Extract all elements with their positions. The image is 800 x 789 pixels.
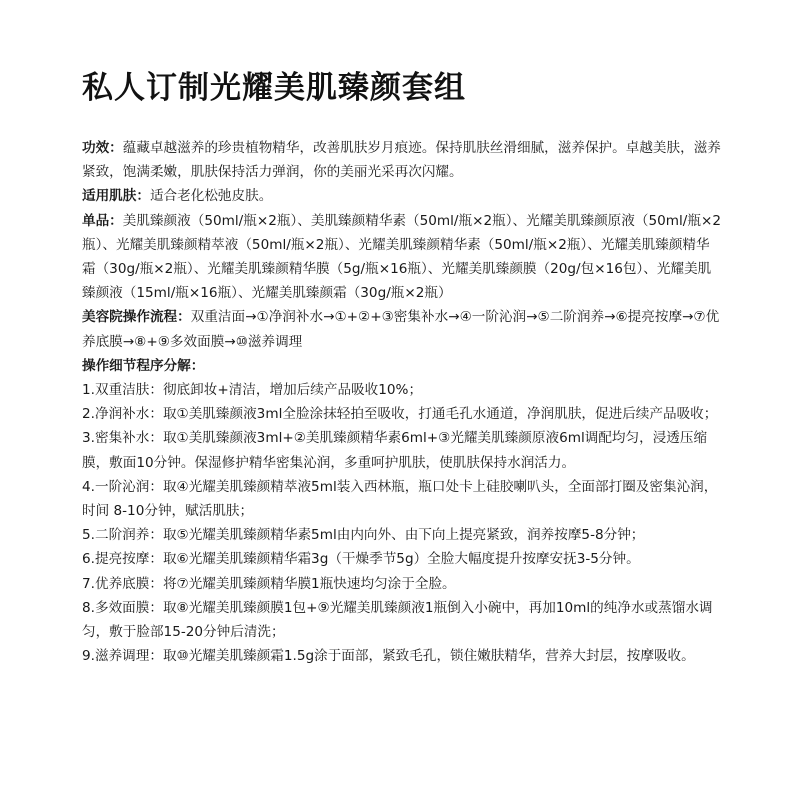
step-item: 3.密集补水：取①美肌臻颜液3ml+②美肌臻颜精华素6ml+③光耀美肌臻颜原液6ml调配均匀，浸透压缩膜，敷面10分钟。保湿修护精华密集沁润，多重呵护肌肤，使肌肤保持水润活力。 — [82, 430, 708, 471]
step-item: 9.滋养调理：取⑩光耀美肌臻颜霜1.5g涂于面部，紧致毛孔，锁住嫩肤精华，营养大封层，按摩吸收。 — [82, 648, 695, 665]
step-item: 1.双重洁肤：彻底卸妆+清洁，增加后续产品吸收10%； — [82, 382, 423, 399]
products-text: 美肌臻颜液（50ml/瓶×2瓶）、美肌臻颜精华素（50ml/瓶×2瓶）、光耀美肌臻颜原液（50ml/瓶×2瓶）、光耀美肌臻颜精萃液（50ml/瓶×2瓶）、光耀美肌臻颜精华素（50ml/瓶×2瓶）、光耀美肌臻颜精华霜（30g/瓶×2瓶）、光耀美肌臻颜精华膜（5g/瓶×16瓶）、光耀美肌臻颜膜（20g/包×16包）、光耀美肌臻颜液（15ml/瓶×16瓶）、光耀美肌臻颜霜（30g/瓶×2瓶） — [82, 212, 721, 302]
step-item: 4.一阶沁润：取④光耀美肌臻颜精萃液5ml装入西林瓶，瓶口处卡上硅胶喇叭头，全面部打圈及密集沁润，时间 8-10分钟，赋活肌肤； — [82, 478, 718, 520]
efficacy-text: 蕴藏卓越滋养的珍贵植物精华，改善肌肤岁月痕迹。保持肌肤丝滑细腻，滋养保护。卓越美肤，滋养紧致，饱满柔嫩，肌肤保持活力弹润，你的美丽光采再次闪耀。 — [82, 140, 721, 181]
efficacy-label: 功效： — [82, 140, 123, 156]
efficacy-paragraph — [82, 136, 722, 184]
steps-heading: 操作细节程序分解： — [82, 357, 205, 374]
step-item: 6.提亮按摩：取⑥光耀美肌臻颜精华霜3g（干燥季节5g）全脸大幅度提升按摩安抚3-5分钟。 — [82, 551, 640, 568]
salon-process-label: 美容院操作流程： — [82, 309, 191, 326]
page-title: 私人订制光耀美肌臻颜套组 — [82, 70, 466, 106]
products-paragraph — [82, 209, 722, 306]
description-content — [82, 136, 722, 668]
products-label: 单品： — [82, 212, 123, 229]
step-item: 7.优养底膜：将⑦光耀美肌臻颜精华膜1瓶快速均匀涂于全脸。 — [82, 575, 456, 592]
step-item: 8.多效面膜：取⑧光耀美肌臻颜膜1包+⑨光耀美肌臻颜液1瓶倒入小碗中，再加10ml的纯净水或蒸馏水调匀，敷于脸部15-20分钟后清洗； — [82, 599, 713, 641]
step-item: 2.净润补水：取①美肌臻颜液3ml全脸涂抹轻拍至吸收，打通毛孔水通道，净润肌肤，促进后续产品吸收； — [82, 406, 718, 423]
skin-type-label: 适用肌肤： — [82, 188, 150, 205]
step-item: 5.二阶润养：取⑤光耀美肌臻颜精华素5ml由内向外、由下向上提亮紧致，润养按摩5-8分钟； — [82, 527, 645, 544]
salon-process-text: 双重洁面→①净润补水→①+②+③密集补水→④一阶沁润→⑤二阶润养→⑥提亮按摩→⑦优养底膜→⑧+⑨多效面膜→⑩滋养调理 — [82, 309, 720, 350]
skin-type-text: 适合老化松弛皮肤。 — [149, 188, 273, 205]
skin-type-paragraph — [82, 184, 722, 208]
salon-process-paragraph — [82, 305, 722, 353]
